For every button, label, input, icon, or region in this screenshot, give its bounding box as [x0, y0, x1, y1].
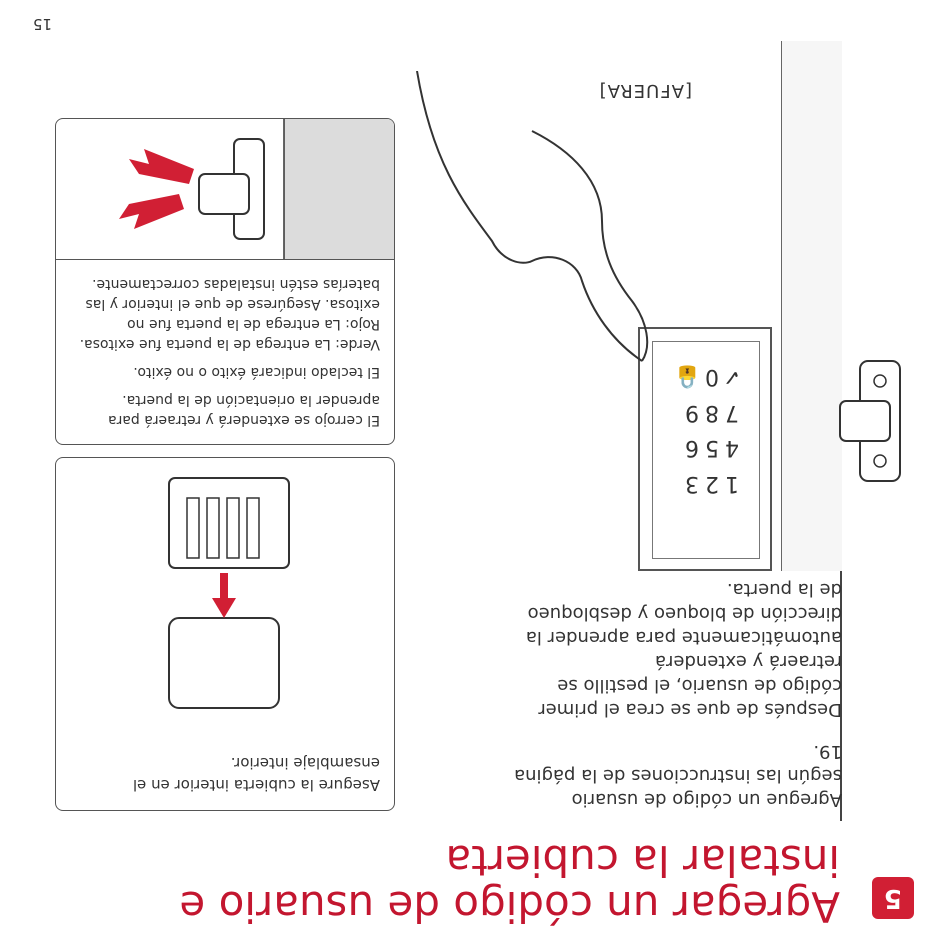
- page-title: Agregar un código de usuario e instalar la cubierta: [179, 836, 840, 931]
- keypad-key: 6: [685, 435, 699, 461]
- keypad-key: 5: [705, 435, 719, 461]
- bolt-card: [55, 118, 395, 445]
- keypad-key: 1: [725, 471, 739, 496]
- body-text: Después de que se crea el primer código de usuario, el pestillo se retraerá y extenderá automáticamente para aprender la dirección de bloqueo y desbloqueo de la puerta.: [525, 579, 842, 720]
- keypad-key: 0: [705, 364, 719, 390]
- step-badge: 5: [872, 877, 914, 919]
- bolt-card-text: [56, 260, 394, 444]
- keypad-key: ✓: [722, 364, 741, 390]
- instructions-column: [512, 577, 842, 811]
- keypad-face: [652, 341, 760, 559]
- keypad-key: 9: [685, 400, 699, 425]
- hand-icon: [412, 71, 672, 371]
- keypad-key: 3: [685, 471, 699, 496]
- outside-label: [AFUERA]: [598, 80, 692, 101]
- cover-card-text: Asegure la cubierta interior en el ensamblaje interior.: [132, 754, 380, 794]
- keypad-key: 2: [705, 471, 719, 496]
- cover-figure: [56, 458, 394, 738]
- bolt-line-4: Rojo: La entrega de la puerta fue no exitosa. Asegúrese de que el interior y las baterías estén instaladas correctamente.: [85, 276, 380, 332]
- deadbolt-side-icon: [820, 321, 930, 521]
- keypad-keys: [673, 358, 741, 498]
- bolt-line-3: Verde: La entrega de la puerta fue exitosa.: [79, 336, 380, 352]
- bolt-figure: [56, 119, 394, 260]
- keypad-key: 4: [725, 435, 739, 461]
- keypad-key: 8: [705, 400, 719, 425]
- keypad-illustration: [422, 41, 842, 571]
- bolt-line-2: El teclado indicará éxito o no éxito.: [133, 364, 380, 380]
- keypad-key: 🔒: [673, 364, 701, 390]
- cover-card: [55, 457, 395, 811]
- cards-column: [55, 106, 395, 811]
- intro-text: Agregue un código de usuario según las instrucciones de la página 19.: [514, 741, 842, 810]
- page-number: 15: [32, 15, 52, 33]
- keypad-key: 7: [725, 400, 739, 425]
- bolt-line-1: El cerrojo se extenderá y retraerá para aprender la orientación de la puerta.: [107, 392, 380, 428]
